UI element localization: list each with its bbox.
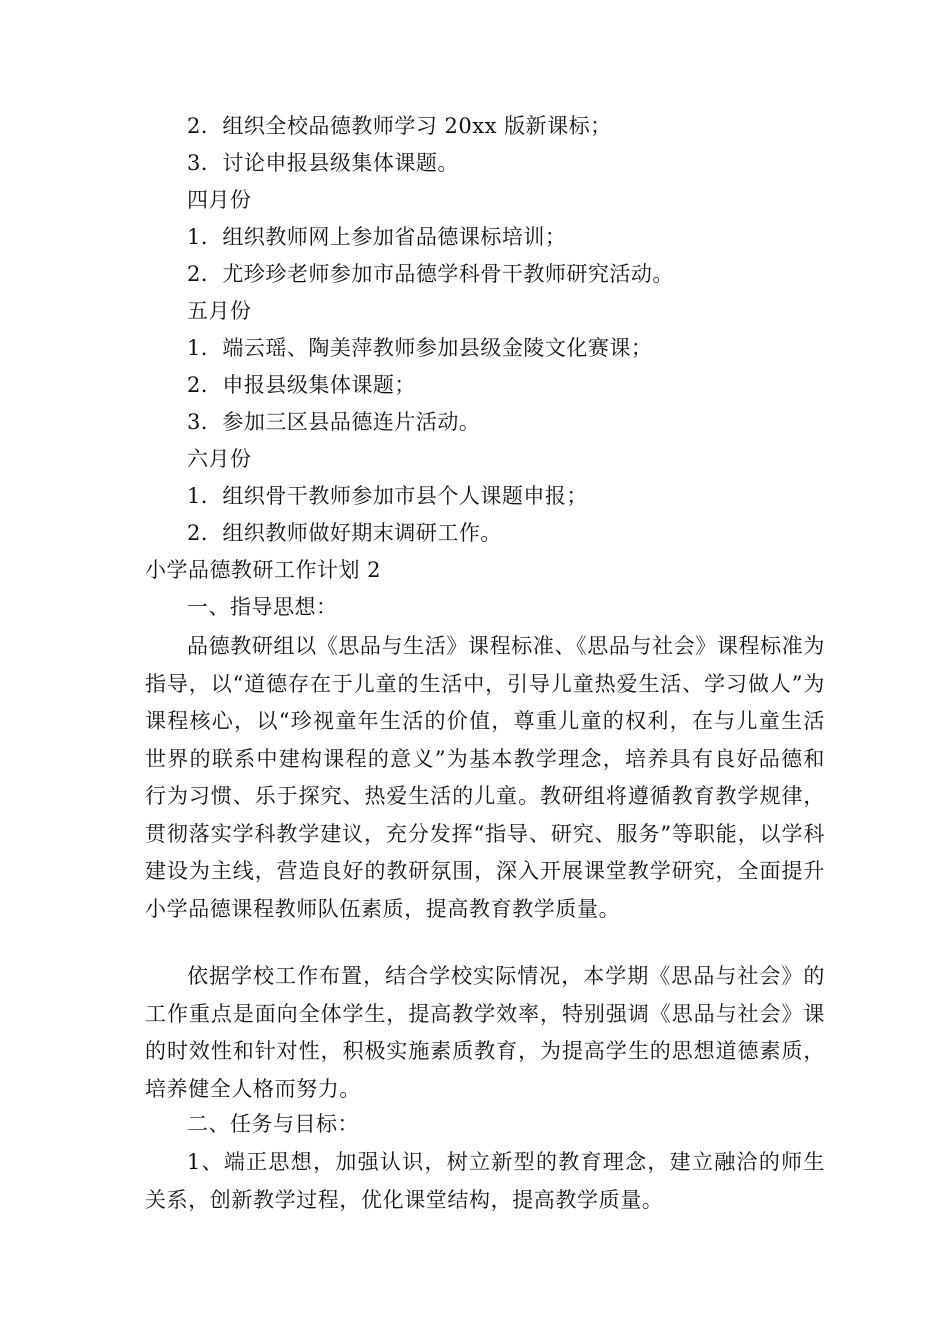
- list-item: 1．端云瑶、陶美萍教师参加县级金陵文化赛课；: [187, 336, 653, 360]
- section-title: 小学品德教研工作计划 2: [145, 558, 382, 582]
- month-heading: 四月份: [187, 188, 252, 212]
- month-heading: 五月份: [187, 299, 252, 323]
- list-item: 3．参加三区县品德连片活动。: [187, 410, 481, 434]
- list-item: 2．尤珍珍老师参加市品德学科骨干教师研究活动。: [187, 262, 674, 286]
- list-item: 2．组织全校品德教师学习 20xx 版新课标；: [187, 114, 612, 138]
- list-item: 3．讨论申报县级集体课题。: [187, 151, 459, 175]
- month-heading: 六月份: [187, 447, 252, 471]
- paragraph-task-1: 1、端正思想，加强认识，树立新型的教育理念，建立融洽的师生关系，创新教学过程，优化课堂结构，提高教学质量。: [145, 1150, 825, 1212]
- list-item: 1．组织教师网上参加省品德课标培训；: [187, 225, 567, 249]
- heading-guiding-ideology: 一、指导思想：: [187, 595, 338, 619]
- paragraph-guiding-ideology: 品德教研组以《思品与生活》课程标准、《思品与社会》课程标准为指导，以“道德存在于儿童的生活中，引导儿童热爱生活、学习做人”为课程核心，以“珍视童年生活的价值，尊重儿童的权利，在与儿童生活世界的联系中建构课程的意义”为基本教学理念，培养具有良好品德和行为习惯、乐于探究、热爱生活的儿童。教研组将遵循教育教学规律，贯彻落实学科教学建议，充分发挥“指导、研究、服务”等职能，以学科建设为主线，营造良好的教研氛围，深入开展课堂教学研究，全面提升小学品德课程教师队伍素质，提高教育教学质量。: [145, 634, 825, 921]
- paragraph-work-focus: 依据学校工作布置，结合学校实际情况，本学期《思品与社会》的工作重点是面向全体学生，提高教学效率，特别强调《思品与社会》课的时效性和针对性，积极实施素质教育，为提高学生的思想道德素质，培养健全人格而努力。: [145, 964, 825, 1101]
- list-item: 1．组织骨干教师参加市县个人课题申报；: [187, 484, 588, 508]
- heading-tasks-goals: 二、任务与目标：: [187, 1112, 359, 1136]
- list-item: 2．申报县级集体课题；: [187, 373, 416, 397]
- list-item: 2．组织教师做好期末调研工作。: [187, 521, 502, 545]
